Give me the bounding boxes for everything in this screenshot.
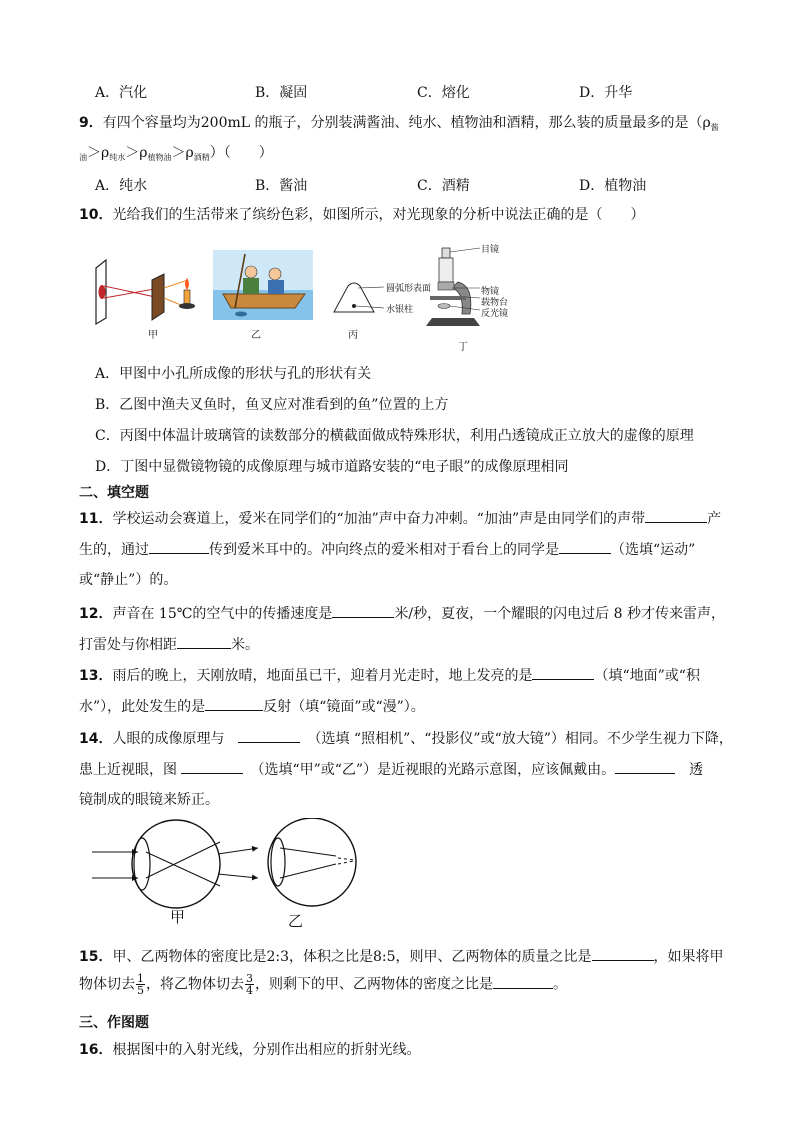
q10-option-c: C．丙图中体温计玻璃管的读数部分的横截面做成特殊形状，利用凸透镜成正立放大的虚像的原理 — [95, 428, 694, 444]
q11-line3: 或“静止”）的。 — [79, 572, 178, 588]
q10-option-b: B．乙图中渔夫叉鱼时，鱼叉应对准看到的鱼”位置的上方 — [95, 397, 449, 413]
q13-line2: 水”），此处发生的是 反射（填“镜面”或“漫”）。 — [79, 696, 425, 717]
q14-blank-2[interactable] — [181, 759, 243, 774]
q11-line2: 生的，通过 传到爱米耳中的。冲向终点的爱米相对于看台上的同学是 （选填“运动” — [79, 539, 695, 560]
q10-caption-ding: 丁 — [458, 342, 468, 353]
q10-ding-label-eyepiece: 目镜 — [481, 245, 500, 255]
q12-line1: 12．声音在 15℃的空气中的传播速度是 米/秒，夏夜，一个耀眼的闪电过后 8 秒才传来雷声， — [79, 603, 725, 624]
q10-bing-label-surface: 圆弧形表面 — [386, 284, 432, 294]
q16-line1: 16．根据图中的入射光线，分别作出相应的折射光线。 — [79, 1042, 421, 1058]
q14-line3: 镜制成的眼镜来矫正。 — [79, 792, 219, 808]
q10-ding-label-objective: 物镜 — [481, 287, 500, 297]
q13-blank-2[interactable] — [205, 696, 263, 711]
q8-option-d: D．升华 — [579, 85, 633, 101]
q14-eye-figure — [88, 818, 368, 928]
q9-number: 9． — [79, 115, 103, 131]
q10-option-d: D．丁图中显微镜物镜的成像原理与城市道路安装的“电子眼”的成像原理相同 — [95, 459, 569, 475]
q9-option-a: A．纯水 — [95, 178, 148, 194]
q13-blank-1[interactable] — [532, 665, 594, 680]
q11-blank-3[interactable] — [559, 539, 611, 554]
q8-option-a: A．汽化 — [95, 85, 148, 101]
q10-ding-label-mirror: 反光镜 — [481, 309, 509, 319]
q14-caption-jia: 甲 — [170, 908, 186, 926]
section-heading-fill: 二、填空题 — [79, 485, 149, 501]
q14-blank-1[interactable] — [238, 728, 300, 743]
q12-blank-1[interactable] — [332, 603, 394, 618]
q9-option-c: C．酒精 — [417, 178, 470, 194]
q10-caption-jia: 甲 — [148, 330, 158, 341]
q11-blank-2[interactable] — [149, 539, 209, 554]
q10-caption-yi: 乙 — [251, 330, 261, 341]
q14-caption-yi: 乙 — [288, 912, 304, 930]
q14-line1: 14．人眼的成像原理与 （选填 “照相机”、“投影仪”或“放大镜”）相同。不少学生视力下降， — [79, 728, 733, 749]
q12-blank-2[interactable] — [177, 634, 231, 649]
q11-blank-1[interactable] — [645, 508, 707, 523]
section-heading-drawing: 三、作图题 — [79, 1015, 149, 1031]
q10-option-a: A．甲图中小孔所成像的形状与孔的形状有关 — [95, 366, 372, 382]
q15-line1: 15．甲、乙两物体的密度比是2:3，体积之比是8:5，则甲、乙两物体的质量之比是 ，如果将甲 — [79, 946, 724, 967]
q15-fraction-1: $\frac{1}{5}$ — [137, 972, 144, 997]
q10-caption-bing: 丙 — [348, 330, 358, 341]
q9-option-b: B．酱油 — [255, 178, 308, 194]
q13-line1: 13．雨后的晚上，天刚放晴，地面虽已干，迎着月光走时，地上发亮的是 （填“地面”或“积 — [79, 665, 700, 686]
q9-stem-cont: $_油>\rho_{纯水}>\rho_{植物油}>\rho_{酒精}$）（ ） — [79, 145, 273, 162]
q8-option-c: C．熔化 — [417, 85, 470, 101]
q15-fraction-2: $\frac{3}{4}$ — [246, 972, 253, 997]
q11-line1: 11．学校运动会赛道上，爱米在同学们的“加油”声中奋力冲刺。“加油”声是由同学们的声带 产 — [79, 508, 721, 529]
q9-stem: 9．有四个容量均为200mL 的瓶子，分别装满酱油、纯水、植物油和酒精，那么装的质量最多的是（$\rho_酱$ — [79, 115, 719, 132]
q10-bing-label-mercury: 水银柱 — [386, 305, 414, 315]
q10-stem: 10．光给我们的生活带来了缤纷色彩，如图所示，对光现象的分析中说法正确的是（ ） — [79, 207, 645, 223]
q10-figure-yi — [213, 250, 313, 320]
q9-option-d: D．植物油 — [579, 178, 647, 194]
q15-line2: 物体切去 $\frac{1}{5}$ ，将乙物体切去 $\frac{3}{4}$ ，则剩下的甲、乙两物体的密度之比是 。 — [79, 972, 567, 997]
q15-blank-1[interactable] — [592, 946, 654, 961]
q12-line2: 打雷处与你相距 米。 — [79, 634, 259, 655]
q14-line2: 患上近视眼，图 （选填“甲”或“乙”）是近视眼的光路示意图，应该佩戴由。 透 — [79, 759, 703, 780]
q14-blank-3[interactable] — [615, 759, 675, 774]
q8-option-b: B．凝固 — [255, 85, 308, 101]
q15-blank-2[interactable] — [493, 974, 553, 989]
q10-ding-label-stage: 载物台 — [481, 298, 509, 308]
